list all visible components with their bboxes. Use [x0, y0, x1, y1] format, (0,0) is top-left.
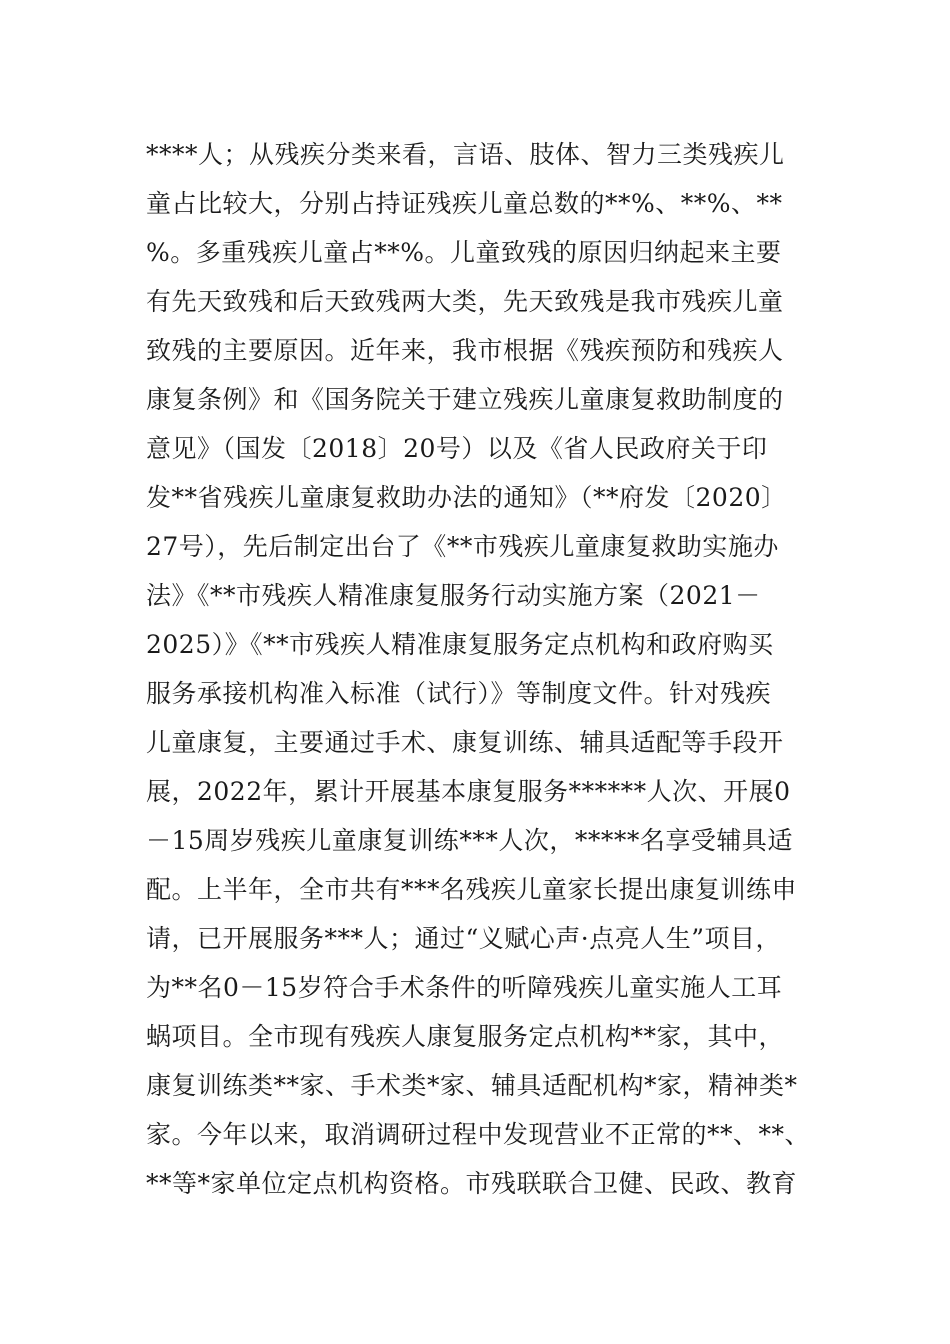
- text-line: **等*家单位定点机构资格。市残联联合卫健、民政、教育: [146, 1169, 798, 1198]
- text-line: 有先天致残和后天致残两大类，先天致残是我市残疾儿童: [146, 287, 784, 316]
- text-line: 儿童康复，主要通过手术、康复训练、辅具适配等手段开: [146, 728, 784, 757]
- text-line: 2025）》《**市残疾人精准康复服务定点机构和政府购买: [146, 630, 774, 659]
- text-line: %。多重残疾儿童占**%。儿童致残的原因归纳起来主要: [146, 238, 782, 267]
- text-line: 家。今年以来，取消调研过程中发现营业不正常的**、**、: [146, 1120, 811, 1149]
- text-line: 法》《**市残疾人精准康复服务行动实施方案（2021－: [146, 581, 761, 610]
- text-line: ****人；从残疾分类来看，言语、肢体、智力三类残疾儿: [146, 140, 785, 169]
- text-line: 27号），先后制定出台了《**市残疾儿童康复救助实施办: [146, 532, 779, 561]
- text-line: 康复条例》和《国务院关于建立残疾儿童康复救助制度的: [146, 385, 784, 414]
- text-line: 康复训练类**家、手术类*家、辅具适配机构*家，精神类*: [146, 1071, 798, 1100]
- text-line: 为**名0－15岁符合手术条件的听障残疾儿童实施人工耳: [146, 973, 783, 1002]
- text-line: 意见》（国发〔2018〕20号）以及《省人民政府关于印: [146, 434, 768, 463]
- text-line: 致残的主要原因。近年来，我市根据《残疾预防和残疾人: [146, 336, 784, 365]
- text-line: 蜗项目。全市现有残疾人康复服务定点机构**家，其中，: [146, 1022, 785, 1051]
- text-line: －15周岁残疾儿童康复训练***人次，*****名享受辅具适: [146, 826, 793, 855]
- text-line: 发**省残疾儿童康复救助办法的通知》（**府发〔2020〕: [146, 483, 787, 512]
- body-paragraph: [146, 130, 826, 1208]
- text-line: 服务承接机构准入标准（试行）》等制度文件。针对残疾: [146, 679, 772, 708]
- text-line: 童占比较大，分别占持证残疾儿童总数的**%、**%、**: [146, 189, 783, 218]
- text-line: 展，2022年，累计开展基本康复服务******人次、开展0: [146, 777, 791, 806]
- text-line: 请，已开展服务***人；通过“义赋心声·点亮人生”项目，: [146, 924, 782, 953]
- text-line: 配。上半年，全市共有***名残疾儿童家长提出康复训练申: [146, 875, 798, 904]
